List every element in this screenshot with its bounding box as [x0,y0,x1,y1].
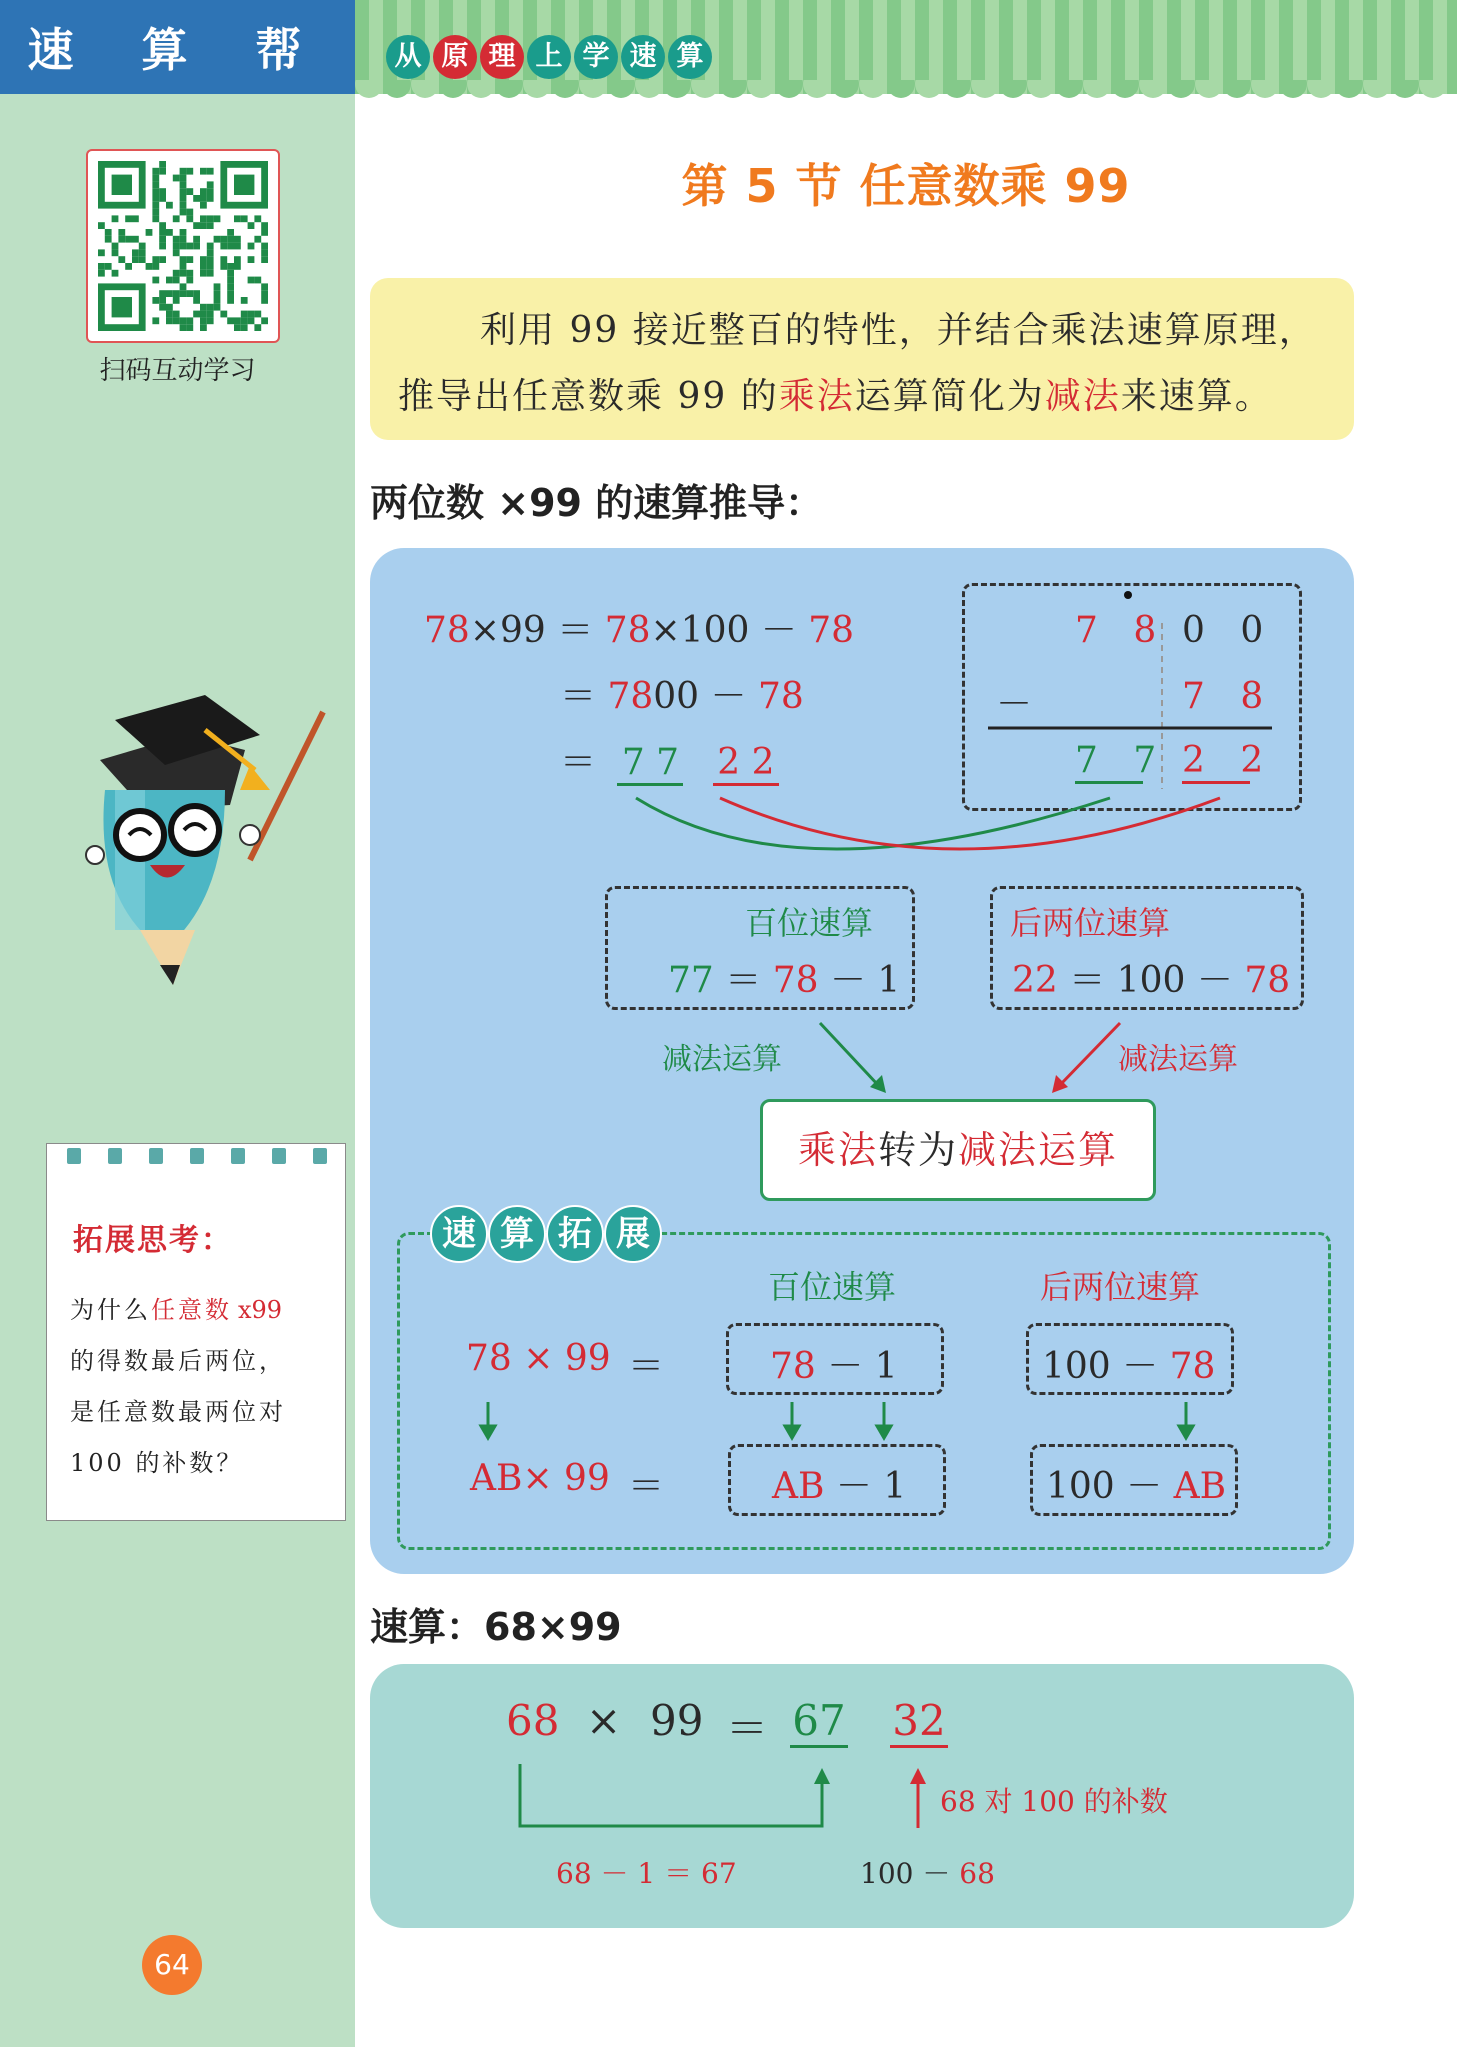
example-b: 99 [650,1696,704,1745]
notebook-tabs [55,1144,337,1168]
slogan-char-3: 理 [480,35,524,79]
example-left-formula: 68 － 1 ＝ 67 [556,1857,737,1890]
arrows-to-convert [810,1015,1130,1095]
intro-box [370,278,1354,440]
result-hundreds: 7 7 [617,742,683,786]
ext-row2-right: 100 － AB [1046,1466,1227,1507]
slogan-char-6: 速 [621,35,665,79]
col-minus: － [996,684,1033,725]
derivation-line-1: 78×99 ＝ 78×100 － 78 [424,610,855,651]
intro-line-1: 利用 99 接近整百的特性，并结合乘法速算原理， [480,310,1317,351]
ext-row1-lhs: 78 × 99 [466,1338,611,1379]
right-arrow-label: 减法运算 [1118,1042,1238,1077]
think-line-4: 100 的补数？ [70,1449,244,1477]
example-bracket-arrows [510,1760,950,1850]
slogan [386,0,746,94]
slogan-char-5: 学 [574,35,618,79]
ext-row1-right: 100 － 78 [1042,1346,1216,1387]
ext-row1-eq: ＝ [628,1346,665,1387]
col-subtrahend: 7 8 [1182,676,1276,717]
section-heading-example: 速算：68×99 [370,1605,622,1649]
example-note: 68 对 100 的补数 [940,1785,1168,1818]
qr-label: 扫码互动学习 [99,356,256,386]
connector-arcs [620,790,1240,890]
ext-down-arrows [470,1398,1210,1442]
qr-code[interactable] [86,149,280,343]
example-res-red: 32 [890,1696,948,1748]
ext-row2-eq: ＝ [628,1466,665,1507]
slogan-char-7: 算 [668,35,712,79]
col-result-green: 7 7 [1075,740,1143,784]
intro-line-2: 推导出任意数乘 99 的乘法运算简化为减法来速算。 [398,376,1273,417]
extension-badge: 速 算 拓 展 [430,1205,670,1261]
hundreds-box-title: 百位速算 [745,904,874,942]
result-last-two: 2 2 [713,742,779,786]
slogan-char-1: 从 [386,35,430,79]
think-line-2: 的得数最后两位， [70,1347,286,1375]
col-result-red: 2 2 [1182,740,1250,784]
ext-row2-lhs: AB× 99 [470,1458,610,1499]
ext-row1-mid: 78 － 1 [770,1346,898,1387]
think-line-1b: 任意数 [151,1296,232,1324]
section-heading-derivation: 两位数 ×99 的速算推导： [370,481,824,525]
think-body [70,1285,332,1489]
derivation-line-3: ＝ 7 7 2 2 [560,734,779,786]
brand-title: 速 算 帮 [0,0,355,94]
left-arrow-label: 减法运算 [662,1042,782,1077]
think-title: 拓展思考： [73,1223,233,1258]
example-eq: ＝ [726,1704,769,1753]
ext-row2-mid: AB － 1 [772,1466,907,1507]
example-res-green: 67 [790,1696,848,1748]
qr-code-icon [88,151,278,341]
example-a: 68 [506,1696,560,1745]
last-two-box-expr: 22 ＝ 100 － 78 [1012,960,1291,1001]
ext-col-last-two: 后两位速算 [1040,1268,1201,1306]
ext-col-hundreds: 百位速算 [768,1268,897,1306]
slogan-char-4: 上 [527,35,571,79]
col-top-right: 0 0 [1182,610,1276,651]
think-line-1a: 为什么 [70,1296,151,1324]
page-number: 64 [142,1935,202,1995]
hundreds-box-expr: 77 ＝ 78 － 1 [668,960,901,1001]
convert-box: 乘法转为减法运算 [760,1099,1156,1201]
last-two-box-title: 后两位速算 [1010,904,1171,942]
slogan-char-2: 原 [433,35,477,79]
example-right-formula: 100 － 68 [860,1857,995,1890]
think-line-1c: x99 [238,1296,283,1324]
col-top-left: 7 8 [1075,610,1169,651]
derivation-line-2: ＝ 7800 － 78 [560,676,804,717]
page-title: 第 5 节 任意数乘 99 [681,159,1131,213]
think-line-3: 是任意数最两位对 [70,1398,286,1426]
example-times: × [586,1696,622,1745]
pencil-mascot-icon [55,640,335,990]
